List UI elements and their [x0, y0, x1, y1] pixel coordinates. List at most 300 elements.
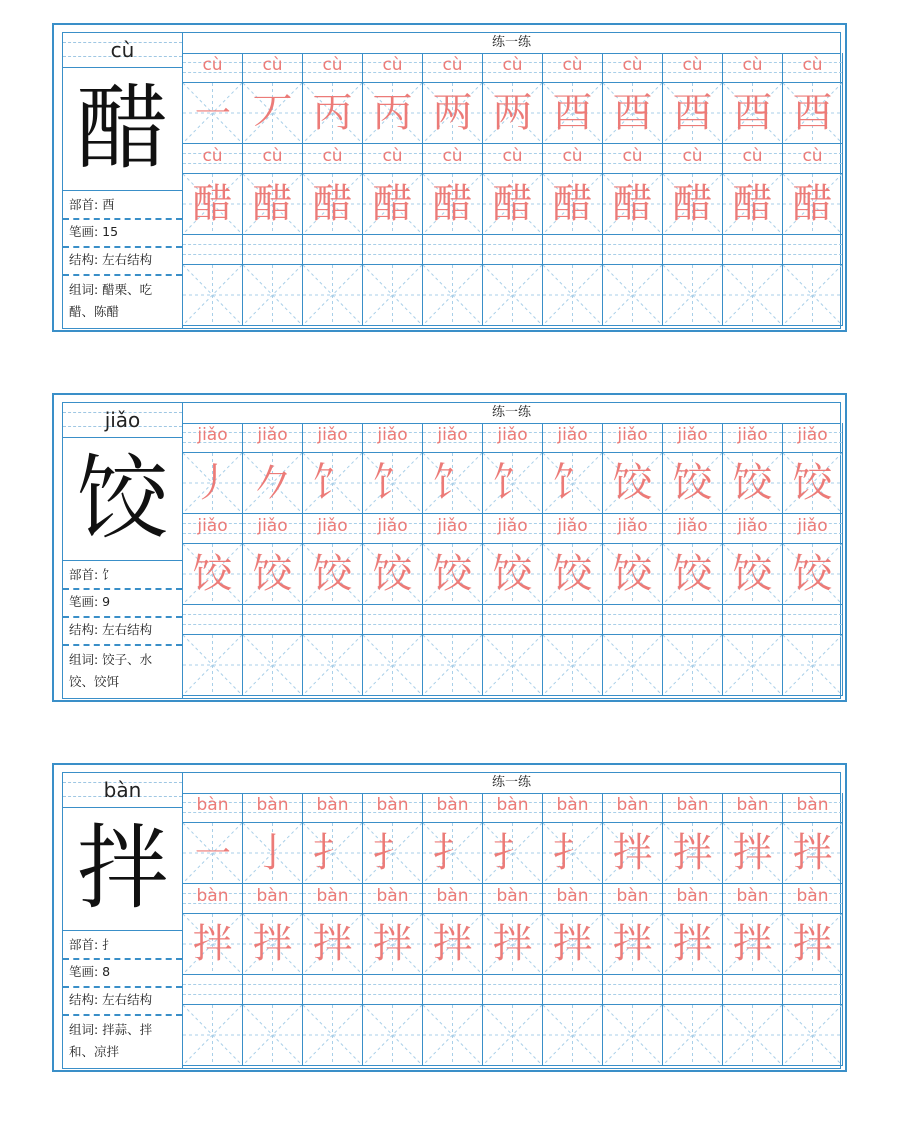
- tian-grid-cell: [783, 83, 843, 144]
- tian-grid-cell: [183, 265, 243, 326]
- trace-character: 拌: [252, 921, 293, 967]
- character-info-panel: [62, 32, 182, 329]
- pinyin-trace: jiǎo: [677, 516, 708, 536]
- trace-character: 醋: [252, 181, 293, 227]
- main-character: 饺: [63, 438, 182, 561]
- pinyin-cell: [303, 884, 363, 914]
- pinyin-trace: bàn: [196, 795, 229, 815]
- pinyin-cell: [783, 144, 843, 174]
- tian-grid-cell: [783, 453, 843, 514]
- trace-character: 拌: [192, 921, 233, 967]
- tian-grid-cell: [663, 265, 723, 326]
- blank-pinyin-cell: [303, 605, 363, 635]
- practice-column: [483, 53, 543, 328]
- tian-grid-cell: [183, 453, 243, 514]
- pinyin-trace: jiǎo: [317, 425, 348, 445]
- trace-character: 拌: [552, 921, 593, 967]
- pinyin-cell: [603, 793, 663, 823]
- pinyin-cell: [363, 793, 423, 823]
- blank-pinyin-cell: [303, 975, 363, 1005]
- practice-column: [183, 423, 243, 698]
- blank-pinyin-cell: [243, 605, 303, 635]
- pinyin-cell: [783, 423, 843, 453]
- stroke-step: 拌: [732, 830, 773, 876]
- guide-lines: [303, 265, 362, 325]
- blank-pinyin-cell: [783, 235, 843, 265]
- pinyin-cell: [543, 423, 603, 453]
- pinyin-trace: cù: [682, 146, 703, 166]
- pinyin-cell: [723, 144, 783, 174]
- stroke-step: 饣: [312, 460, 353, 506]
- pinyin-trace: jiǎo: [437, 425, 468, 445]
- main-character: 醋: [63, 68, 182, 191]
- blank-pinyin-cell: [663, 975, 723, 1005]
- tian-grid-cell: [603, 544, 663, 605]
- pinyin-cell: [663, 144, 723, 174]
- info-divider: [63, 218, 182, 220]
- stroke-step: 丆: [252, 90, 293, 136]
- tian-grid-cell: [783, 823, 843, 884]
- guide-lines: [483, 1005, 542, 1065]
- tian-grid-cell: [663, 823, 723, 884]
- tian-grid-cell: [423, 265, 483, 326]
- info-divider: [63, 246, 182, 248]
- blank-pinyin-cell: [243, 975, 303, 1005]
- pinyin-trace: cù: [202, 146, 223, 166]
- tian-grid-cell: [723, 265, 783, 326]
- guide-lines: [543, 265, 602, 325]
- guide-lines: [303, 1005, 362, 1065]
- tian-grid-cell: [723, 83, 783, 144]
- trace-character: 饺: [492, 551, 533, 597]
- pinyin-trace: bàn: [436, 795, 469, 815]
- trace-character: 拌: [612, 921, 653, 967]
- pinyin-cell: [243, 514, 303, 544]
- tian-grid-cell: [483, 453, 543, 514]
- tian-grid-cell: [603, 635, 663, 696]
- tian-grid-cell: [363, 1005, 423, 1066]
- trace-character: 饺: [732, 551, 773, 597]
- guide-lines: [723, 635, 782, 695]
- pinyin-cell: [363, 144, 423, 174]
- practice-column: [543, 423, 603, 698]
- tian-grid-cell: [723, 453, 783, 514]
- stroke-step: 酉: [552, 90, 593, 136]
- pinyin-trace: jiǎo: [257, 516, 288, 536]
- pinyin-cell: [603, 144, 663, 174]
- trace-character: 拌: [672, 921, 713, 967]
- strokes-info: 笔画: 15: [69, 224, 119, 239]
- practice-column: [723, 53, 783, 328]
- tian-grid-cell: [603, 265, 663, 326]
- practice-column: [603, 793, 663, 1068]
- guide-lines: [303, 635, 362, 695]
- tian-grid-cell: [363, 83, 423, 144]
- tian-grid-cell: [483, 914, 543, 975]
- guide-lines: [363, 635, 422, 695]
- trace-character: 醋: [312, 181, 353, 227]
- tian-grid-cell: [603, 1005, 663, 1066]
- tian-grid-cell: [363, 914, 423, 975]
- blank-pinyin-cell: [603, 235, 663, 265]
- blank-pinyin-cell: [363, 235, 423, 265]
- tian-grid-cell: [483, 1005, 543, 1066]
- practice-column: [303, 793, 363, 1068]
- stroke-step: 饺: [672, 460, 713, 506]
- blank-pinyin-cell: [183, 235, 243, 265]
- tian-grid-cell: [603, 174, 663, 235]
- pinyin-trace: bàn: [676, 886, 709, 906]
- guide-lines: [663, 635, 722, 695]
- pinyin-trace: cù: [682, 55, 703, 75]
- tian-grid-cell: [543, 265, 603, 326]
- trace-character: 醋: [492, 181, 533, 227]
- practice-column: [723, 423, 783, 698]
- pinyin-trace: cù: [802, 55, 823, 75]
- guide-lines: [243, 635, 302, 695]
- trace-character: 饺: [252, 551, 293, 597]
- pinyin-cell: [723, 514, 783, 544]
- pinyin-trace: cù: [322, 146, 343, 166]
- tian-grid-cell: [783, 265, 843, 326]
- pinyin-trace: cù: [502, 146, 523, 166]
- pinyin-cell: [603, 514, 663, 544]
- stroke-step: 拌: [612, 830, 653, 876]
- guide-lines: [663, 265, 722, 325]
- tian-grid-cell: [363, 635, 423, 696]
- practice-column: [363, 793, 423, 1068]
- tian-grid-cell: [483, 174, 543, 235]
- practice-column: [243, 423, 303, 698]
- practice-column: [303, 53, 363, 328]
- pinyin-cell: [483, 793, 543, 823]
- pinyin-trace: jiǎo: [797, 516, 828, 536]
- pinyin-cell: [603, 423, 663, 453]
- info-divider: [63, 274, 182, 276]
- trace-character: 醋: [672, 181, 713, 227]
- pinyin-cell: [423, 144, 483, 174]
- practice-column: [783, 423, 843, 698]
- pinyin-cell: [423, 53, 483, 83]
- pinyin-cell: [183, 884, 243, 914]
- main-character: 拌: [63, 808, 182, 931]
- pinyin-trace: bàn: [616, 795, 649, 815]
- blank-pinyin-cell: [303, 235, 363, 265]
- blank-pinyin-cell: [543, 235, 603, 265]
- tian-grid-cell: [423, 174, 483, 235]
- pinyin-trace: cù: [262, 146, 283, 166]
- tian-grid-cell: [183, 1005, 243, 1066]
- radical-info: 部首: 酉: [69, 197, 115, 212]
- tian-grid-cell: [543, 635, 603, 696]
- trace-character: 醋: [732, 181, 773, 227]
- pinyin-trace: bàn: [376, 795, 409, 815]
- tian-grid-cell: [663, 635, 723, 696]
- stroke-step: ㇐: [192, 90, 233, 136]
- tian-grid-cell: [423, 914, 483, 975]
- main-pinyin-text: jiǎo: [104, 408, 141, 432]
- tian-grid-cell: [183, 83, 243, 144]
- pinyin-cell: [243, 144, 303, 174]
- blank-pinyin-cell: [183, 975, 243, 1005]
- pinyin-cell: [363, 53, 423, 83]
- guide-lines: [243, 1005, 302, 1065]
- stroke-step: 饺: [612, 460, 653, 506]
- pinyin-cell: [183, 514, 243, 544]
- tian-grid-cell: [783, 544, 843, 605]
- pinyin-cell: [303, 514, 363, 544]
- pinyin-trace: jiǎo: [617, 516, 648, 536]
- pinyin-trace: jiǎo: [197, 516, 228, 536]
- tian-grid-cell: [603, 914, 663, 975]
- tian-grid-cell: [483, 823, 543, 884]
- guide-lines: [783, 635, 842, 695]
- pinyin-trace: bàn: [736, 795, 769, 815]
- pinyin-trace: cù: [562, 146, 583, 166]
- tian-grid-cell: [603, 83, 663, 144]
- practice-column: [603, 53, 663, 328]
- pinyin-cell: [543, 884, 603, 914]
- pinyin-trace: bàn: [196, 886, 229, 906]
- tian-grid-cell: [723, 635, 783, 696]
- stroke-step: 饣: [552, 460, 593, 506]
- guide-lines: [483, 635, 542, 695]
- tian-grid-cell: [243, 914, 303, 975]
- main-pinyin: [63, 773, 182, 808]
- stroke-step: 亅: [252, 830, 293, 876]
- structure-info: 结构: 左右结构: [69, 252, 153, 267]
- practice-grid: [182, 402, 841, 699]
- guide-lines: [363, 265, 422, 325]
- pinyin-cell: [243, 423, 303, 453]
- pinyin-cell: [603, 884, 663, 914]
- tian-grid-cell: [423, 635, 483, 696]
- tian-grid-cell: [303, 83, 363, 144]
- pinyin-cell: [543, 144, 603, 174]
- trace-character: 饺: [372, 551, 413, 597]
- pinyin-trace: cù: [742, 55, 763, 75]
- stroke-step: 饺: [732, 460, 773, 506]
- practice-column: [783, 53, 843, 328]
- practice-column: [243, 53, 303, 328]
- pinyin-trace: bàn: [556, 795, 589, 815]
- tian-grid-cell: [543, 83, 603, 144]
- character-info-panel: [62, 772, 182, 1069]
- practice-column: [243, 793, 303, 1068]
- practice-column: [483, 793, 543, 1068]
- stroke-step: ㇐: [192, 830, 233, 876]
- pinyin-cell: [363, 423, 423, 453]
- pinyin-trace: jiǎo: [317, 516, 348, 536]
- tian-grid-cell: [543, 1005, 603, 1066]
- pinyin-cell: [663, 53, 723, 83]
- stroke-step: 饣: [372, 460, 413, 506]
- tian-grid-cell: [483, 544, 543, 605]
- tian-grid-cell: [723, 1005, 783, 1066]
- tian-grid-cell: [423, 1005, 483, 1066]
- pinyin-cell: [723, 423, 783, 453]
- pinyin-trace: cù: [802, 146, 823, 166]
- blank-pinyin-cell: [183, 605, 243, 635]
- pinyin-cell: [243, 53, 303, 83]
- tian-grid-cell: [243, 83, 303, 144]
- tian-grid-cell: [783, 914, 843, 975]
- pinyin-trace: jiǎo: [737, 516, 768, 536]
- practice-sheet: [52, 393, 847, 702]
- pinyin-trace: jiǎo: [797, 425, 828, 445]
- stroke-step: 丿: [192, 460, 233, 506]
- tian-grid-cell: [543, 544, 603, 605]
- pinyin-trace: jiǎo: [617, 425, 648, 445]
- pinyin-cell: [183, 423, 243, 453]
- pinyin-trace: bàn: [556, 886, 589, 906]
- blank-pinyin-cell: [783, 975, 843, 1005]
- pinyin-cell: [183, 144, 243, 174]
- pinyin-cell: [543, 514, 603, 544]
- info-divider: [63, 644, 182, 646]
- pinyin-cell: [483, 53, 543, 83]
- practice-grid: [182, 772, 841, 1069]
- pinyin-trace: jiǎo: [737, 425, 768, 445]
- pinyin-cell: [363, 514, 423, 544]
- strokes-info: 笔画: 8: [69, 964, 111, 979]
- tian-grid-cell: [423, 83, 483, 144]
- pinyin-trace: jiǎo: [197, 425, 228, 445]
- stroke-step: 两: [492, 90, 533, 136]
- tian-grid-cell: [783, 1005, 843, 1066]
- tian-grid-cell: [303, 453, 363, 514]
- practice-column: [543, 793, 603, 1068]
- pinyin-trace: cù: [562, 55, 583, 75]
- pinyin-trace: cù: [382, 146, 403, 166]
- pinyin-trace: jiǎo: [497, 425, 528, 445]
- pinyin-trace: bàn: [496, 886, 529, 906]
- tian-grid-cell: [183, 174, 243, 235]
- practice-column: [663, 53, 723, 328]
- tian-grid-cell: [183, 635, 243, 696]
- radical-info: 部首: 饣: [69, 567, 115, 582]
- blank-pinyin-cell: [483, 975, 543, 1005]
- blank-pinyin-cell: [663, 605, 723, 635]
- trace-character: 饺: [612, 551, 653, 597]
- tian-grid-cell: [663, 83, 723, 144]
- guide-lines: [183, 1005, 242, 1065]
- info-divider: [63, 958, 182, 960]
- pinyin-cell: [603, 53, 663, 83]
- tian-grid-cell: [723, 823, 783, 884]
- pinyin-cell: [363, 884, 423, 914]
- blank-pinyin-cell: [423, 605, 483, 635]
- tian-grid-cell: [723, 544, 783, 605]
- tian-grid-cell: [483, 83, 543, 144]
- tian-grid-cell: [723, 914, 783, 975]
- pinyin-cell: [303, 423, 363, 453]
- guide-lines: [723, 1005, 782, 1065]
- trace-character: 饺: [312, 551, 353, 597]
- tian-grid-cell: [183, 823, 243, 884]
- pinyin-trace: cù: [502, 55, 523, 75]
- tian-grid-cell: [603, 453, 663, 514]
- pinyin-trace: bàn: [616, 886, 649, 906]
- guide-lines: [543, 1005, 602, 1065]
- blank-pinyin-cell: [663, 235, 723, 265]
- structure-info: 结构: 左右结构: [69, 992, 153, 1007]
- pinyin-trace: bàn: [256, 795, 289, 815]
- trace-character: 饺: [792, 551, 833, 597]
- trace-character: 醋: [792, 181, 833, 227]
- trace-character: 醋: [612, 181, 653, 227]
- blank-pinyin-cell: [423, 235, 483, 265]
- practice-column: [303, 423, 363, 698]
- practice-column: [183, 793, 243, 1068]
- tian-grid-cell: [303, 265, 363, 326]
- pinyin-trace: jiǎo: [257, 425, 288, 445]
- pinyin-cell: [303, 793, 363, 823]
- practice-sheet: [52, 23, 847, 332]
- tian-grid-cell: [303, 174, 363, 235]
- pinyin-cell: [663, 793, 723, 823]
- tian-grid-cell: [303, 823, 363, 884]
- tian-grid-cell: [663, 1005, 723, 1066]
- tian-grid-cell: [183, 544, 243, 605]
- blank-pinyin-cell: [363, 975, 423, 1005]
- tian-grid-cell: [243, 635, 303, 696]
- practice-column: [663, 793, 723, 1068]
- words-info: 组词: 拌蒜、拌和、凉拌: [69, 1022, 153, 1059]
- pinyin-cell: [543, 793, 603, 823]
- blank-pinyin-cell: [603, 605, 663, 635]
- stroke-step: 丙: [372, 90, 413, 136]
- tian-grid-cell: [663, 453, 723, 514]
- pinyin-cell: [723, 53, 783, 83]
- main-pinyin: [63, 403, 182, 438]
- tian-grid-cell: [243, 1005, 303, 1066]
- tian-grid-cell: [423, 453, 483, 514]
- tian-grid-cell: [783, 635, 843, 696]
- tian-grid-cell: [483, 265, 543, 326]
- stroke-step: 饺: [792, 460, 833, 506]
- trace-character: 醋: [192, 181, 233, 227]
- blank-pinyin-cell: [723, 975, 783, 1005]
- main-pinyin-text: cù: [110, 38, 135, 62]
- practice-title: 练一练: [183, 773, 840, 794]
- guide-lines: [783, 265, 842, 325]
- pinyin-cell: [723, 793, 783, 823]
- guide-lines: [363, 1005, 422, 1065]
- tian-grid-cell: [543, 453, 603, 514]
- pinyin-cell: [663, 884, 723, 914]
- pinyin-trace: jiǎo: [377, 425, 408, 445]
- pinyin-cell: [723, 884, 783, 914]
- practice-column: [603, 423, 663, 698]
- guide-lines: [663, 1005, 722, 1065]
- pinyin-trace: bàn: [796, 795, 829, 815]
- pinyin-trace: bàn: [676, 795, 709, 815]
- practice-sheet: [52, 763, 847, 1072]
- blank-pinyin-cell: [723, 605, 783, 635]
- blank-pinyin-cell: [603, 975, 663, 1005]
- pinyin-cell: [783, 793, 843, 823]
- blank-pinyin-cell: [783, 605, 843, 635]
- blank-pinyin-cell: [483, 235, 543, 265]
- tian-grid-cell: [423, 823, 483, 884]
- trace-character: 拌: [372, 921, 413, 967]
- stroke-step: 拌: [672, 830, 713, 876]
- practice-column: [183, 53, 243, 328]
- trace-character: 拌: [792, 921, 833, 967]
- stroke-step: 扌: [432, 830, 473, 876]
- tian-grid-cell: [423, 544, 483, 605]
